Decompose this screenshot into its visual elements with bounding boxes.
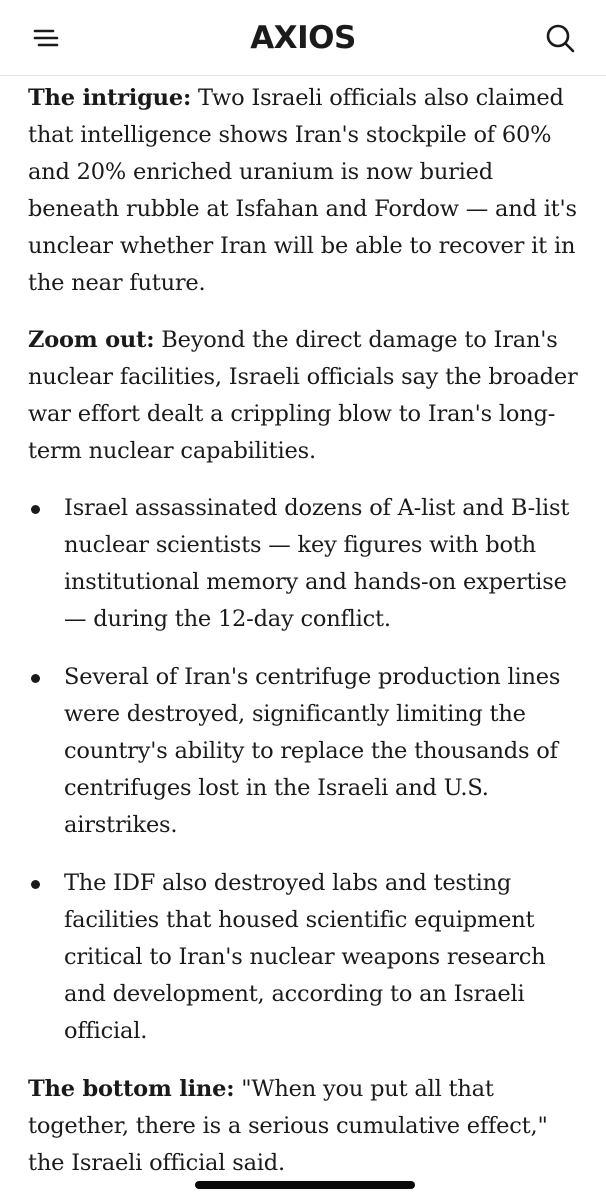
list-item (28, 659, 588, 844)
paragraph-lead: The intrigue: (28, 85, 192, 111)
paragraph-intrigue (28, 80, 588, 302)
paragraph-bottom-line (28, 1071, 588, 1182)
paragraph-text: Beyond the direct damage to Iran's nuclear facilities, Israeli officials say the broader war effort dealt a crippling blow to Iran's long-term nuclear capabilities. (28, 327, 578, 464)
paragraph-text: Two Israeli officials also claimed that intelligence shows Iran's stockpile of 60% and 20% enriched uranium is now buried beneath rubble at Isfahan and Fordow — and it's unclear whether Iran will be able to recover it in the near future. (28, 85, 577, 296)
bullet-icon (31, 505, 40, 514)
list-item (28, 865, 588, 1050)
list-item-text: The IDF also destroyed labs and testing facilities that housed scientific equipment critical to Iran's nuclear weapons research and development, according to an Israeli official. (64, 870, 546, 1044)
top-nav-bar (0, 0, 606, 76)
search-icon (544, 22, 576, 54)
paragraph-lead: Zoom out: (28, 327, 155, 353)
bullet-icon (31, 880, 40, 889)
paragraph-lead: The bottom line: (28, 1076, 235, 1102)
article-body (28, 80, 588, 1202)
bullet-icon (31, 674, 40, 683)
axios-logo[interactable] (0, 19, 606, 57)
bullet-list (28, 490, 588, 1050)
list-item-text: Several of Iran's centrifuge production lines were destroyed, significantly limiting the country's ability to replace the thousands of centrifuges lost in the Israeli and U.S. airstrikes. (64, 664, 561, 838)
paragraph-zoom-out (28, 322, 588, 470)
list-item (28, 490, 588, 638)
home-indicator[interactable] (195, 1181, 415, 1189)
paragraph-text: "When you put all that together, there is a serious cumulative effect," the Israeli official said. (28, 1076, 548, 1176)
list-item-text: Israel assassinated dozens of A-list and B-list nuclear scientists — key figures with both institutional memory and hands-on expertise — during the 12-day conflict. (64, 495, 570, 632)
search-button[interactable] (540, 18, 580, 58)
logo-text: AXIOS (250, 20, 356, 56)
